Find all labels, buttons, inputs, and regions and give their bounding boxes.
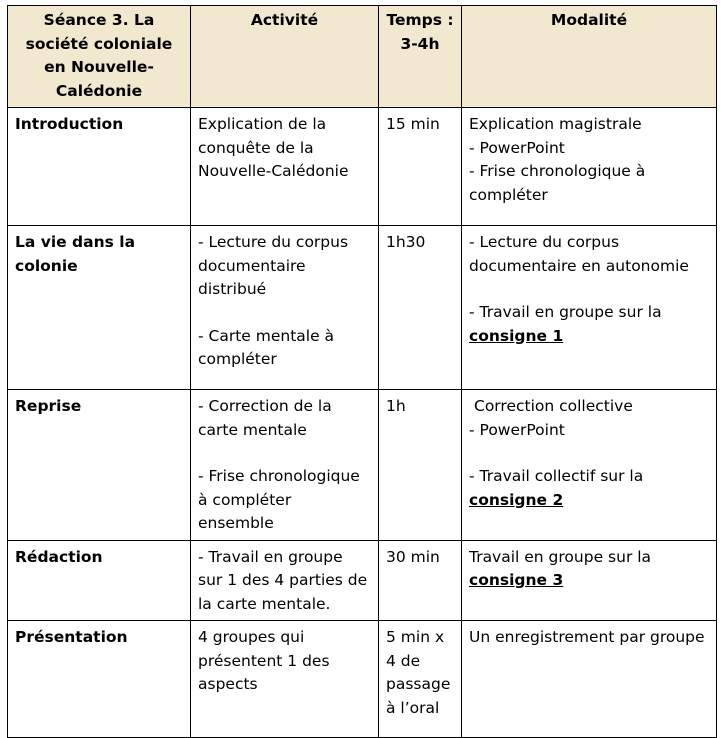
spacer — [469, 278, 709, 301]
header-activite: Activité — [191, 6, 379, 108]
modality-cell — [462, 108, 717, 226]
header-seance: Séance 3. La société coloniale en Nouvelle-Calédonie — [8, 6, 191, 108]
row-label: Rédaction — [8, 540, 191, 621]
modality-line: Travail en groupe sur la — [469, 547, 652, 566]
table-row — [8, 108, 717, 226]
activity-cell — [191, 390, 379, 541]
activity-cell: 4 groupes qui présentent 1 des aspects — [191, 621, 379, 738]
spacer — [469, 442, 709, 465]
time-cell: 30 min — [379, 540, 462, 621]
time-cell: 1h — [379, 390, 462, 541]
lesson-plan-table — [7, 5, 717, 738]
modality-cell: Un enregistrement par groupe — [462, 621, 717, 738]
activity-cell: - Travail en groupe sur 1 des 4 parties de la carte mentale. — [191, 540, 379, 621]
header-modalite: Modalité — [462, 6, 717, 108]
modality-cell — [462, 226, 717, 390]
table-row — [8, 390, 717, 541]
activity-cell: Explication de la conquête de la Nouvelle-Calédonie — [191, 108, 379, 226]
consigne-2-link[interactable]: consigne 2 — [469, 490, 564, 509]
modality-line: - Travail en groupe sur la — [469, 303, 662, 321]
spacer — [198, 442, 371, 465]
modality-line: - Frise chronologique à compléter — [469, 162, 646, 204]
modality-line: Correction collective — [474, 397, 633, 415]
row-label: Présentation — [8, 621, 191, 738]
row-label: Introduction — [8, 108, 191, 226]
time-cell: 1h30 — [379, 226, 462, 390]
spacer — [198, 302, 371, 325]
time-cell: 15 min — [379, 108, 462, 226]
header-temps: Temps : 3-4h — [379, 6, 462, 108]
table-row — [8, 226, 717, 390]
activity-line: - Frise chronologique à compléter ensemble — [198, 467, 360, 532]
header-row — [8, 6, 717, 108]
modality-cell — [462, 540, 717, 621]
row-label: Reprise — [8, 390, 191, 541]
modality-line: - PowerPoint — [469, 420, 565, 439]
modality-line: - Lecture du corpus documentaire en autonomie — [469, 233, 689, 275]
table-row — [8, 540, 717, 621]
activity-line: - Correction de la carte mentale — [198, 397, 332, 439]
row-label: La vie dans la colonie — [8, 226, 191, 390]
activity-line: - Lecture du corpus documentaire distribué — [198, 233, 349, 298]
activity-cell — [191, 226, 379, 390]
modality-line: - Travail collectif sur la — [469, 467, 644, 485]
activity-line: - Carte mentale à compléter — [198, 326, 335, 368]
consigne-1-link[interactable]: consigne 1 — [469, 326, 564, 345]
time-cell: 5 min x 4 de passage à l’oral — [379, 621, 462, 738]
consigne-3-link[interactable]: consigne 3 — [469, 571, 564, 589]
modality-line: - PowerPoint — [469, 138, 565, 157]
modality-cell — [462, 390, 717, 541]
table-row — [8, 621, 717, 738]
modality-line: Explication magistrale — [469, 115, 642, 133]
